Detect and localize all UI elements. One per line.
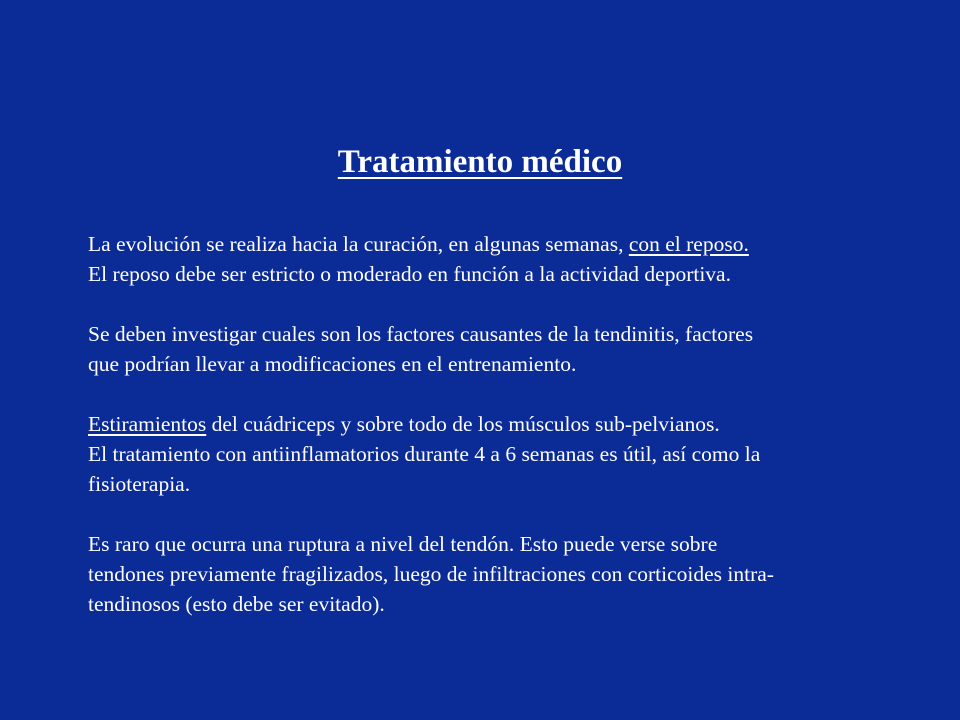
text-line: [88, 259, 888, 289]
text-span: Es raro que ocurra una ruptura a nivel del tendón. Esto puede verse sobre: [88, 532, 718, 556]
text-span: que podrían llevar a modificaciones en el entrenamiento.: [88, 352, 577, 376]
text-line: [88, 319, 888, 349]
underlined-text: con el reposo.: [628, 232, 749, 256]
text-line: [88, 469, 888, 499]
paragraph-rupture: [88, 529, 888, 619]
text-span: del cuádriceps y sobre todo de los músculos sub-pelvianos.: [206, 412, 720, 436]
slide-title: Tratamiento médico: [337, 144, 623, 180]
text-span: El tratamiento con antiinflamatorios durante 4 a 6 semanas es útil, así como la: [88, 442, 761, 466]
text-span: tendinosos (esto debe ser evitado).: [88, 592, 385, 616]
text-line: [88, 529, 888, 559]
text-line: [88, 439, 888, 469]
text-line: [88, 559, 888, 589]
text-span: fisioterapia.: [88, 472, 191, 496]
paragraph-evolution: [88, 229, 888, 289]
underlined-text: Estiramientos: [88, 412, 207, 436]
text-span: El reposo debe ser estricto o moderado en función a la actividad deportiva.: [88, 262, 731, 286]
text-line: [88, 229, 888, 259]
text-span: La evolución se realiza hacia la curación, en algunas semanas,: [88, 232, 629, 256]
text-line: [88, 409, 888, 439]
paragraph-factors: [88, 319, 888, 379]
paragraph-stretching: [88, 409, 888, 499]
text-span: tendones previamente fragilizados, luego de infiltraciones con corticoides intra-: [88, 562, 774, 586]
text-line: [88, 349, 888, 379]
text-line: [88, 589, 888, 619]
slide-body: [88, 229, 888, 619]
text-span: Se deben investigar cuales son los factores causantes de la tendinitis, factores: [88, 322, 754, 346]
